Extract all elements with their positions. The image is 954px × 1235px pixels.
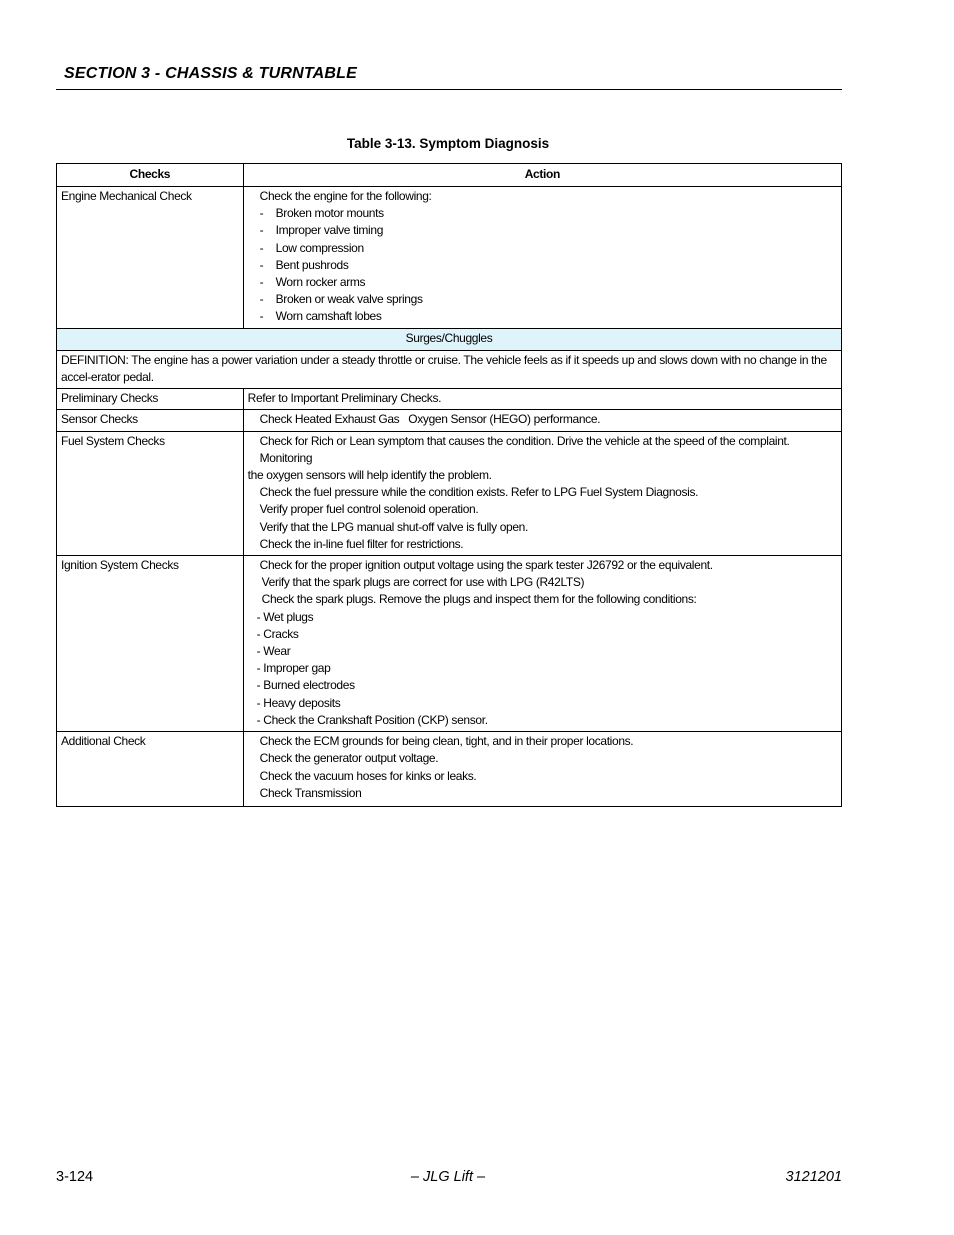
check-label-preliminary: Preliminary Checks: [57, 389, 244, 410]
action-line: Check Transmission: [259, 785, 362, 800]
list-item: - Wet plugs: [256, 609, 314, 624]
list-item: - Burned electrodes: [256, 678, 355, 693]
table-row: [57, 556, 842, 732]
table-caption: Table 3-13. Symptom Diagnosis: [346, 136, 550, 151]
action-line: Check the generator output voltage.: [259, 751, 439, 766]
definition-row: [57, 350, 842, 388]
footer-brand: – JLG Lift –: [410, 1169, 486, 1185]
list-item: - Wear: [256, 644, 291, 659]
check-label-ignition-system: Ignition System Checks: [57, 556, 244, 732]
action-line: Check for Rich or Lean symptom that causes the condition. Drive the vehicle at the speed of the complaint. Monitoring: [259, 433, 790, 465]
table-row: [57, 732, 842, 807]
check-label-additional: Additional Check: [57, 732, 244, 807]
action-line: Check the ECM grounds for being clean, tight, and in their proper locations.: [259, 734, 634, 749]
list-item: - Low compression: [259, 240, 364, 255]
action-ignition-system: [243, 556, 841, 732]
action-line: Verify that the spark plugs are correct for use with LPG (R42LTS): [261, 575, 585, 590]
action-line: Check the fuel pressure while the condition exists. Refer to LPG Fuel System Diagnosis.: [259, 485, 699, 500]
section-header: [56, 64, 842, 90]
table-row: [57, 410, 842, 431]
action-line: Verify proper fuel control solenoid operation.: [259, 502, 479, 517]
action-line: Verify that the LPG manual shut-off valve is fully open.: [259, 519, 528, 534]
table-header-row: [57, 164, 842, 187]
action-line: Check the spark plugs. Remove the plugs and inspect them for the following conditions:: [261, 592, 697, 607]
action-line: Check the vacuum hoses for kinks or leaks.: [259, 768, 477, 783]
action-line: Check the in-line fuel filter for restrictions.: [259, 536, 464, 551]
list-item: - Worn rocker arms: [259, 275, 366, 290]
list-item: - Improper valve timing: [259, 223, 384, 238]
action-preliminary: Refer to Important Preliminary Checks.: [243, 389, 841, 410]
action-engine-mechanical: [243, 187, 841, 329]
action-sensor: [243, 410, 841, 431]
list-item: - Worn camshaft lobes: [259, 309, 382, 324]
list-item: - Cracks: [256, 626, 299, 641]
check-label-fuel-system: Fuel System Checks: [57, 431, 244, 555]
action-line: Check Heated Exhaust Gas Oxygen Sensor (HEGO) performance.: [259, 412, 601, 427]
action-line: the oxygen sensors will help identify the problem.: [247, 468, 492, 483]
symptom-title: Surges/Chuggles: [57, 328, 842, 350]
column-header-action: Action: [243, 164, 841, 187]
column-header-checks: Checks: [57, 164, 244, 187]
check-label-engine-mechanical: Engine Mechanical Check: [57, 187, 244, 329]
list-item: - Improper gap: [256, 661, 331, 676]
list-item: - Check the Crankshaft Position (CKP) sensor.: [256, 712, 488, 727]
check-label-sensor: Sensor Checks: [57, 410, 244, 431]
symptom-diagnosis-table: [56, 163, 842, 807]
list-item: - Bent pushrods: [259, 257, 349, 272]
action-additional: [243, 732, 841, 807]
section-title: SECTION 3 - CHASSIS & TURNTABLE: [64, 65, 358, 82]
list-item: - Broken or weak valve springs: [259, 292, 423, 307]
symptom-title-row: [57, 328, 842, 350]
document-number: 3121201: [785, 1169, 842, 1185]
list-item: - Broken motor mounts: [259, 206, 384, 221]
table-row: [57, 389, 842, 410]
table-row: [57, 187, 842, 329]
action-fuel-system: [243, 431, 841, 555]
action-line: Check for the proper ignition output voltage using the spark tester J26792 or the equivalent.: [259, 558, 713, 573]
action-line: Check the engine for the following:: [259, 189, 432, 203]
symptom-definition: DEFINITION: The engine has a power variation under a steady throttle or cruise. The vehicle feels as if it speeds up and slows down with no change in the accel-erator pedal.: [57, 350, 842, 388]
list-item: - Heavy deposits: [256, 695, 341, 710]
page-number: 3-124: [56, 1169, 94, 1185]
table-row: [57, 431, 842, 555]
